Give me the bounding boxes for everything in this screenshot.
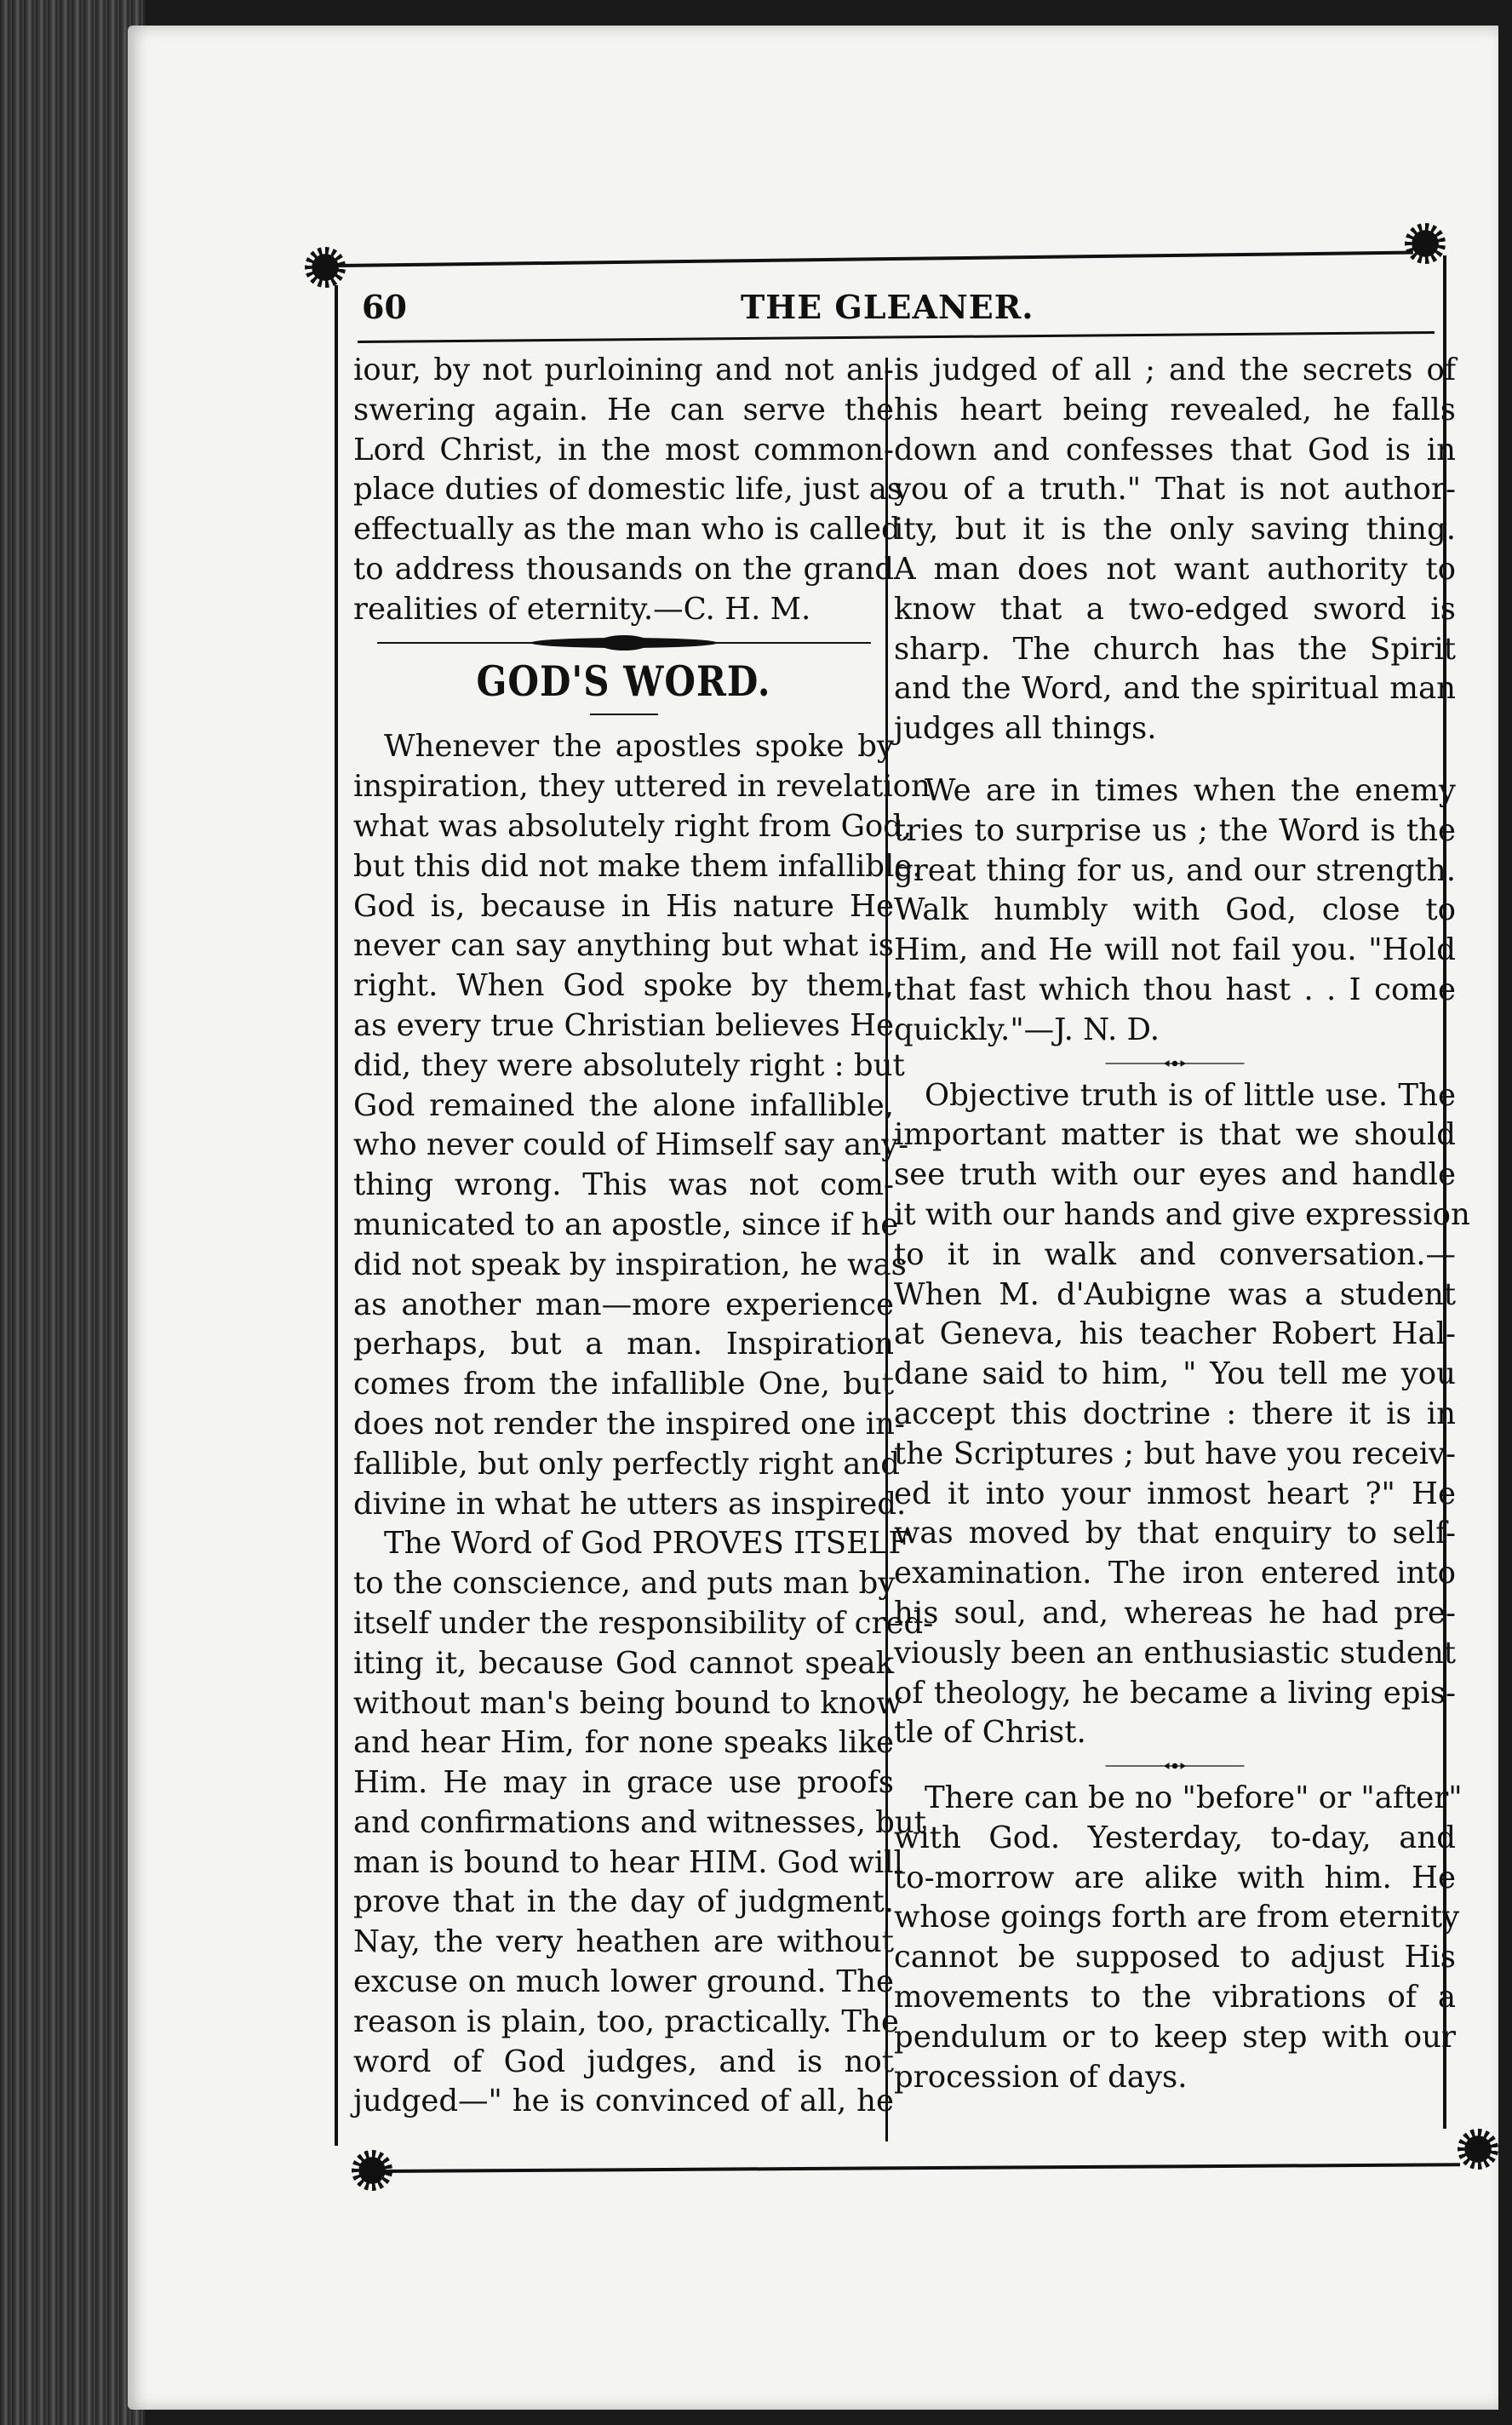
text-line: Objective truth is of little use. The (925, 1077, 1456, 1113)
opening-paragraph (353, 351, 903, 630)
text-line: at Geneva, his teacher Robert Hal- (894, 1316, 1456, 1352)
text-line: to the conscience, and puts man by (353, 1566, 896, 1602)
text-line: you of a truth." That is not author- (894, 472, 1456, 507)
text-line: Nay, the very heathen are without (353, 1924, 894, 1960)
text-line: effectually as the man who is called (353, 512, 901, 547)
text-line: pendulum or to keep step with our (894, 2019, 1456, 2055)
article-heading: GOD'S WORD. (476, 656, 771, 706)
text-line: viously been an enthusiastic student (894, 1635, 1456, 1671)
text-line: accept this doctrine : there it is in (894, 1396, 1456, 1431)
border-left-rule (335, 285, 338, 2146)
article-paragraph (353, 727, 931, 1524)
text-line: the Scriptures ; but have you receiv- (894, 1436, 1456, 1471)
text-line: Whenever the apostles spoke by (384, 729, 894, 765)
text-line: judged—" he is convinced of all, he (353, 2084, 894, 2119)
text-line: place duties of domestic life, just as (353, 472, 903, 507)
text-line: swering again. He can serve the (353, 392, 894, 427)
heading-underline (590, 702, 658, 727)
text-line: quickly."—J. N. D. (894, 1012, 1160, 1047)
page-number: 60 (362, 288, 407, 326)
text-line: and the Word, and the spiritual man (894, 671, 1456, 707)
text-line: tle of Christ. (894, 1715, 1086, 1751)
text-line: who never could of Himself say any- (353, 1127, 909, 1163)
text-line: movements to the vibrations of a (894, 1980, 1456, 2015)
ornamental-divider (377, 630, 871, 656)
text-line: sharp. The church has the Spirit (894, 631, 1456, 667)
text-line: reason is plain, too, practically. The (353, 2004, 899, 2039)
corner-rosette-top-left (305, 247, 346, 288)
text-line: that fast which thou hast . . I come (894, 972, 1456, 1007)
text-line: When M. d'Aubigne was a student (894, 1276, 1456, 1312)
text-line: to address thousands on the grand (353, 551, 894, 587)
text-line: dane said to him, " You tell me you (894, 1356, 1456, 1392)
text-line: as every true Christian believes He (353, 1007, 894, 1043)
text-line: without man's being bound to know (353, 1685, 902, 1721)
text-line: excuse on much lower ground. The (353, 1964, 894, 2000)
text-line: did not speak by inspiration, he was (353, 1247, 907, 1282)
text-line: Him, and He will not fail you. "Hold (894, 932, 1456, 968)
text-line: to-morrow are alike with him. He (894, 1860, 1456, 1895)
text-line: cannot be supposed to adjust His (894, 1940, 1456, 1975)
text-line: man is bound to hear HIM. God will (353, 1844, 903, 1880)
book-spine-edge (0, 0, 145, 2425)
text-line: did, they were absolutely right : but (353, 1047, 905, 1083)
text-line: his soul, and, whereas he had pre- (894, 1595, 1456, 1631)
text-line: know that a two-edged sword is (894, 591, 1456, 627)
text-line: as another man—more experience (353, 1287, 894, 1322)
article-paragraph (353, 1524, 934, 2122)
text-line: thing wrong. This was not com- (353, 1167, 894, 1203)
text-line: but this did not make them infallible. (353, 848, 922, 884)
objective-paragraph (894, 1076, 1470, 1754)
corner-rosette-top-right (1405, 223, 1446, 264)
text-line: examination. The iron entered into (894, 1556, 1456, 1591)
text-line: fallible, but only perfectly right and (353, 1446, 900, 1482)
continued-paragraph (894, 351, 1456, 749)
running-head: THE GLEANER. (741, 288, 1034, 326)
text-line: God is, because in His nature He (353, 888, 894, 924)
text-line: it with our hands and give expression (894, 1196, 1470, 1232)
text-line: The Word of God PROVES ITSELF (384, 1526, 910, 1562)
text-line: A man does not want authority to (894, 551, 1456, 587)
text-line: Walk humbly with God, close to (894, 892, 1456, 928)
text-line: important matter is that we should (894, 1117, 1456, 1153)
text-line: itself under the responsibility of cred- (353, 1605, 934, 1641)
left-column (353, 351, 934, 2122)
text-line: inspiration, they uttered in revelation (353, 769, 931, 805)
text-line: does not render the inspired one in- (353, 1406, 905, 1442)
text-line: and confirmations and witnesses, but (353, 1804, 926, 1840)
text-line: procession of days. (894, 2059, 1188, 2095)
text-line: of theology, he became a living epis- (894, 1675, 1456, 1711)
text-line: ity, but it is the only saving thing. (894, 512, 1456, 547)
before-after-paragraph (894, 1779, 1463, 2097)
text-line: judges all things. (894, 711, 1157, 747)
text-line: word of God judges, and is not (353, 2044, 894, 2079)
text-line: municated to an apostle, since if he (353, 1207, 899, 1242)
text-line: to it in walk and conversation.— (894, 1236, 1456, 1272)
text-line: and hear Him, for none speaks like (353, 1725, 894, 1761)
text-line: great thing for us, and our strength. (894, 852, 1456, 888)
enemy-paragraph (894, 771, 1456, 1051)
text-line: tries to surprise us ; the Word is the (894, 812, 1456, 848)
text-line: is judged of all ; and the secrets of (894, 353, 1456, 387)
text-line: ed it into your inmost heart ?" He (894, 1476, 1456, 1511)
text-line: prove that in the day of judgment. (353, 1884, 894, 1920)
text-line: see truth with our eyes and handle (894, 1157, 1456, 1193)
small-divider (1068, 1753, 1281, 1779)
text-line: whose goings forth are from eternity (894, 1900, 1460, 1935)
text-line: realities of eternity.—C. H. M. (353, 591, 811, 627)
right-column (894, 351, 1470, 2097)
text-line: never can say anything but what is (353, 928, 894, 964)
corner-rosette-bottom-right (1458, 2129, 1498, 2170)
text-line: with God. Yesterday, to-day, and (894, 1820, 1456, 1855)
text-line: iour, by not purloining and not an- (353, 353, 894, 387)
text-line: was moved by that enquiry to self- (894, 1516, 1456, 1551)
text-line: We are in times when the enemy (925, 772, 1456, 808)
text-line: comes from the infallible One, but (353, 1367, 894, 1402)
text-line: God remained the alone infallible, (353, 1087, 894, 1123)
text-line: There can be no "before" or "after" (925, 1780, 1463, 1816)
text-line: what was absolutely right from God, (353, 808, 913, 844)
text-line: down and confesses that God is in (894, 432, 1456, 467)
text-line: iting it, because God cannot speak (353, 1645, 894, 1681)
text-line: right. When God spoke by them, (353, 968, 894, 1004)
text-line: Lord Christ, in the most common- (353, 432, 894, 467)
text-line: Him. He may in grace use proofs (353, 1765, 894, 1801)
small-divider (1068, 1051, 1281, 1076)
text-line: his heart being revealed, he falls (894, 392, 1456, 427)
text-line: perhaps, but a man. Inspiration (353, 1327, 894, 1362)
text-line: divine in what he utters as inspired. (353, 1486, 907, 1522)
